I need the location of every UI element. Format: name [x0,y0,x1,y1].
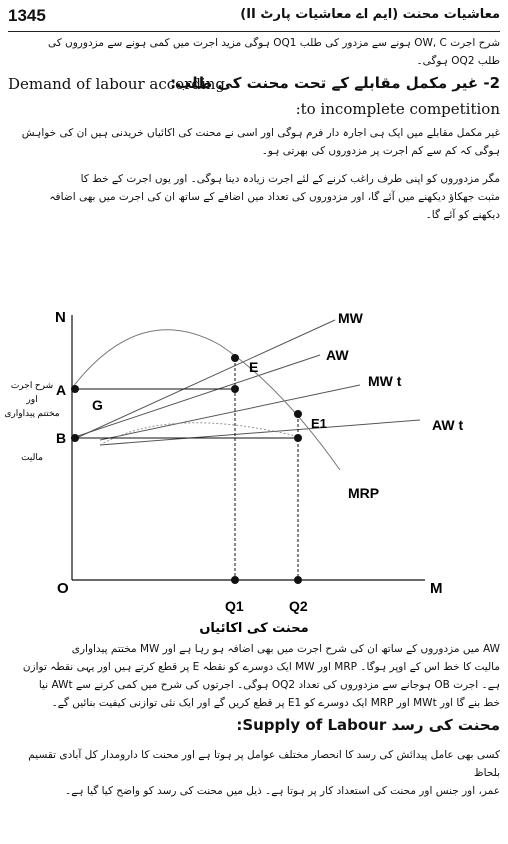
label-q1: Q1 [225,598,244,614]
point-q2 [294,576,302,584]
label-q2: Q2 [289,598,308,614]
text-line: ہے۔ اجرت OB ہوجانے سے مزدوروں کی تعداد OQ2 ہوگی۔ اجرتوں کی شرح میں کمی کرنے سے AWt نیا [38,679,500,691]
label-mwt: MW t [368,373,402,389]
label-aw: AW [326,347,349,363]
point-aw-intersection [231,385,239,393]
point-a [71,385,79,393]
labour-demand-diagram [0,295,508,640]
text-line: ہوگی کہ کم سے کم اجرت پر مزدوروں کی بھرتی ہو۔ [261,145,500,157]
label-m: M [430,580,443,597]
label-e1: E1 [311,416,327,431]
text-line: کسی بھی عامل پیدائش کی رسد کا انحصار مختلف عوامل پر ہوتا ہے اور محنت کا دارومدار کل آبادی تقسیم بلحاظ [28,749,500,779]
page-number: 1345 [8,6,46,25]
section-2-paragraph-1 [8,124,500,160]
label-o: O [57,580,69,597]
y-label-line: شرح اجرت [10,380,54,390]
y-label-line: مختتم پیداواری [4,408,60,418]
header-rule [8,31,500,32]
label-a: A [56,382,67,398]
point-e1 [294,410,302,418]
page-header [8,4,500,30]
label-awt: AW t [432,417,464,433]
intro-paragraph [8,34,500,70]
point-b [71,434,79,442]
text-line: مالیت کا خط اس کے اوپر ہوگا۔ MRP اور MW ایک دوسرے کو نقطہ E پر قطع کرتے ہیں اور یہی نقطہ توازن [22,661,500,673]
label-g: G [92,397,103,413]
text-line: دیکھنے کو آئے گا۔ [425,209,500,221]
label-e: E [249,359,259,375]
explanation-paragraph [8,640,500,712]
mwt-curve [100,385,360,440]
text-line: شرح اجرت OW, C ہونے سے مزدور کی طلب OQ1 ہوگی مزید اجرت میں کمی ہونے سے مزدوروں کی [47,37,500,49]
text-line: طلب OQ2 ہوگی۔ [416,55,500,67]
text-line: عمر، اور جنس اور محنت کی استعداد کار پر ہوتا ہے۔ ذیل میں محنت کی رسد کو واضح کیا گیا ہے۔ [65,785,500,797]
section-2-title-english-cont: :to incomplete competition [295,100,500,118]
point-e [231,354,239,362]
text-line: خط بنے گا اور MWt اور MRP ایک دوسرے کو E1 پر قطع کریں گے اور ایک نئی توازنی کیفیت بنائیں گے۔ [51,697,500,709]
text-line: مگر مزدوروں کو اپنی طرف راغب کرنے کے لئے اجرت زیادہ دینا ہوگی۔ اور یوں اجرت کے خط کا [80,173,500,185]
aw-curve [72,355,320,438]
section-2-paragraph-2 [8,170,500,224]
x-axis-description: محنت کی اکائیاں [199,621,309,636]
mw-curve [72,320,335,440]
text-line: AW میں مزدوروں کے ساتھ ان کی شرح اجرت میں بھی اضافہ ہو رہا ہے اور MW مختتم پیداواری [71,643,500,655]
mrp-curve [72,330,340,470]
supply-heading: محنت کی رسد Supply of Labour: [236,716,500,734]
y-label-line: اور [26,394,38,404]
y-axis-description [4,380,59,462]
section-2-title-urdu: 2- غیر مکمل مقابلے کے تحت محنت کی طلب: [170,74,500,92]
text-line: مثبت جھکاؤ دیکھنے میں آئے گا، اور مزدوروں کی تعداد میں اضافے کے ساتھ ان کی اجرت میں بھی اضافہ [49,191,500,203]
supply-paragraph [8,746,500,800]
point-q1 [231,576,239,584]
running-title: معاشیات محنت (ایم اے معاشیات پارٹ II) [240,7,500,22]
awt-curve [100,420,420,445]
label-n: N [55,309,66,326]
point-awt-intersection [294,434,302,442]
label-mw: MW [338,310,363,326]
text-line: غیر مکمل مقابلے میں ایک ہی اجارہ دار فرم ہوگی اور اسی نے محنت کی اکائیاں خریدنی ہیں ان کی خواہش [21,127,500,139]
label-mrp: MRP [348,485,380,501]
label-b: B [56,430,67,446]
section-2-title-english: Demand of labour according [8,75,226,93]
y-label-line: مالیت [21,452,43,462]
